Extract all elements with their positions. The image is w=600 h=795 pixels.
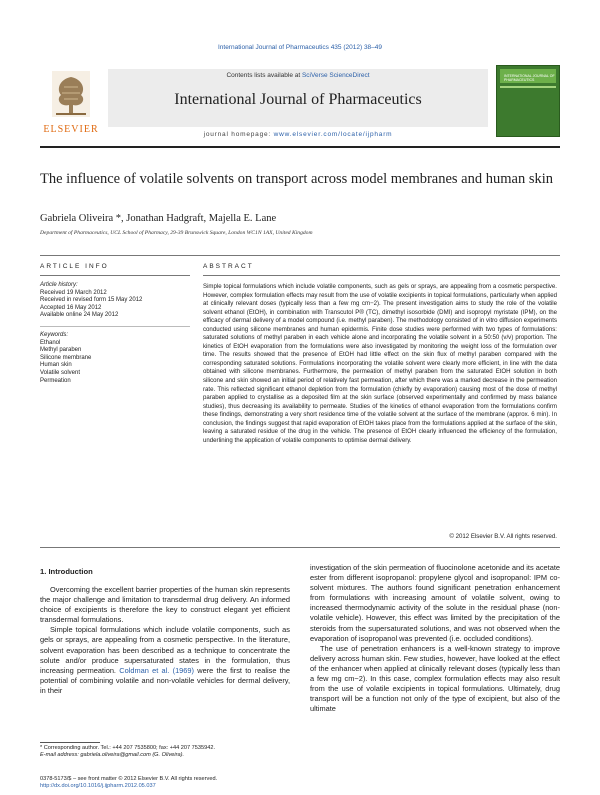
- keyword-item: Ethanol: [40, 339, 61, 346]
- header-band: [108, 69, 488, 127]
- article-info-rule: [40, 275, 190, 276]
- contents-prefix: Contents lists available at: [226, 72, 302, 79]
- doi-link[interactable]: http://dx.doi.org/10.1016/j.ijpharm.2012.05.037: [40, 783, 156, 790]
- history-item: Received 19 March 2012: [40, 289, 107, 296]
- masthead: [40, 63, 560, 141]
- history-item: Received in revised form 15 May 2012: [40, 297, 143, 304]
- body-paragraph: investigation of the skin permeation of fluocinolone acetonide and its acetate ester from different isopropanol: propylene glycol and isopropanol: IPM co-solvent mixtures. The authors found significant penetration enhancement from formulations with increasing amount of volatile solvent, owing to increased thermodynamic activity of the solute in the residual phase (non-volatile vehicle). However, this effect was limited by the precipitation of the steroids from the supersaturated solutions, and was not observed when the evaporation of isopropanol was prevented (i.e. occluded conditions).: [310, 563, 560, 643]
- issn-line: 0378-5173/$ – see front matter © 2012 Elsevier B.V. All rights reserved.: [40, 776, 218, 782]
- email-line: [40, 752, 290, 759]
- keyword-item: Methyl paraben: [40, 347, 82, 354]
- journal-cover-thumbnail: [496, 65, 560, 137]
- cover-label: INTERNATIONAL JOURNAL OF PHARMACEUTICS: [504, 74, 555, 82]
- corresponding-author: * Corresponding author. Tel.: +44 207 7535800; fax: +44 207 7535942.: [40, 745, 215, 751]
- journal-homepage: [108, 131, 488, 138]
- abstract-bottom-rule: [40, 547, 560, 548]
- body-paragraph: The use of penetration enhancers is a well-known strategy to improve delivery across human skin. Few studies, however, have looked at the effect of the enhancer when applied at clinically relevant doses (typically less than a few mg cm−2). In this case, complex formulation effects may also result from the use of volatile excipients in topical formulations. Ultimately, drug transport will be a function not only of the type of excipient, but also of the ultimate: [310, 643, 560, 714]
- sciencedirect-link[interactable]: SciVerse ScienceDirect: [301, 72, 370, 79]
- bottom-meta: [40, 776, 340, 790]
- history-item: Available online 24 May 2012: [40, 312, 119, 319]
- email-label: E-mail address:: [40, 752, 81, 759]
- body-text: were the first to realise the potential of combining volatile and non-volatile vehicles for dermal delivery, in their: [40, 665, 290, 695]
- keywords-rule: [40, 326, 190, 327]
- keyword-item: Silicone membrane: [40, 354, 92, 361]
- publisher-name: ELSEVIER: [43, 124, 99, 135]
- keywords: [40, 332, 165, 385]
- cover-title-band: [500, 69, 556, 83]
- history-item: Accepted 16 May 2012: [40, 304, 102, 311]
- history-label: Article history:: [40, 282, 78, 288]
- keyword-item: Human skin: [40, 362, 72, 369]
- keywords-label: Keywords:: [40, 332, 69, 338]
- copyright-notice: © 2012 Elsevier B.V. All rights reserved.: [449, 533, 557, 540]
- footnote: [40, 745, 290, 759]
- contents-line: [108, 72, 488, 79]
- body-paragraph: [40, 625, 290, 696]
- body-column-right: [310, 563, 560, 714]
- tree-icon: [52, 71, 90, 117]
- journal-reference[interactable]: International Journal of Pharmaceutics 435 (2012) 38–49: [217, 44, 383, 51]
- article-info-heading: ARTICLE INFO: [40, 263, 109, 270]
- affiliation: Department of Pharmaceutics, UCL School of Pharmacy, 29-39 Brunswick Square, London WC1N 1AX, United Kingdom: [40, 230, 313, 236]
- abstract-rule: [203, 275, 560, 276]
- introduction-heading: 1. Introduction: [40, 567, 93, 576]
- body-column-left: [40, 585, 290, 696]
- homepage-prefix: journal homepage:: [203, 131, 274, 138]
- body-paragraph: Overcoming the excellent barrier properties of the human skin represents the major challenge and limitation to transdermal drug delivery. An informed choice of excipients is therefore the key to construct elegant yet efficient transdermal formulations.: [40, 585, 290, 625]
- article-history: [40, 282, 165, 320]
- footnote-rule: [40, 742, 100, 743]
- article-title: The influence of volatile solvents on transport across model membranes and human skin: [40, 171, 554, 187]
- journal-title: International Journal of Pharmaceutics: [174, 91, 422, 108]
- cover-stripe: [500, 86, 556, 88]
- author-list: Gabriela Oliveira *, Jonathan Hadgraft, Majella E. Lane: [40, 213, 277, 224]
- keyword-item: Permeation: [40, 377, 71, 384]
- abstract-heading: ABSTRACT: [203, 263, 254, 270]
- citation-link[interactable]: Coldman et al. (1969): [119, 665, 194, 675]
- header-rule: [40, 146, 560, 148]
- homepage-link[interactable]: www.elsevier.com/locate/ijpharm: [273, 131, 393, 138]
- elsevier-logo: [40, 67, 102, 137]
- body-text: Simple topical formulations which include volatile components, such as gels or sprays, are appealing from a cosmetic perspective. In the literature, solvent evaporation has been described as a technique to concentrate the solute and/or produce supersaturated states in the formulation, thus increasing permeation.: [40, 625, 290, 675]
- keyword-item: Volatile solvent: [40, 369, 81, 376]
- abstract-body: Simple topical formulations which include volatile components, such as gels or sprays, are appealing from a cosmetic perspective. However, complex formulation effects may result from the use of volatile excipients in topical formulations, particularly when applied at clinically relevant doses (typically less than a few mg cm−2). The present investigation aims to study the role of the volatile solvent ethanol (EtOH), in combination with Transcutol P® (TC), dimethyl isosorbide (DMI) and isopropyl myristate (IPM), on the efficacy of dermal delivery of a model compound (i.e. methyl paraben). The methodology consisted of in vitro diffusion experiments conducted using silicone membranes and human epidermis. Finite dose studies were performed with two types of formulations: saturated solutions of methyl paraben in each vehicle alone and incorporating the volatile solvent in a 50:50 (v/v) proportion. The kinetics of EtOH evaporation from the formulations were also investigated by monitoring the weight loss of the formulation over time. The results showed that the presence of EtOH had little effect on the skin flux of methyl paraben compared with the corresponding saturated solutions. Formulations incorporating the volatile solvent were clearly more efficient, in line with the data obtained with silicone membranes. Furthermore, the permeation of methyl paraben from the saturated EtOH solution in both silicone and skin showed an initial period of relatively fast permeation, after which there was a marked decrease in the permeation rate. This reflected significant ethanol depletion from the formulation (chiefly by evaporation) causing most of the dose of methyl paraben applied to crystallise as a deposited film at the skin surface (observed experimentally and confirmed by mass balance studies), thus decreasing its availability to permeate. Studies of the kinetics of ethanol evaporation from the formulations confirm these findings, demonstrating a very short residence time of the volatile solvent at the surface of the membrane (approx. 6 min). In conclusion, the findings suggest that rapid evaporation of EtOH takes place from the formulations applied at the surface of the skin, leaving a saturated residue of the drug in the vehicle. The presence of EtOH clearly influenced the efficiency of the formulation, underlining the application of volatile components to optimise dermal delivery.: [203, 283, 557, 444]
- email-address[interactable]: gabriela.oliveira@gmail.com (G. Oliveira).: [80, 752, 185, 759]
- title-rule: [40, 255, 560, 256]
